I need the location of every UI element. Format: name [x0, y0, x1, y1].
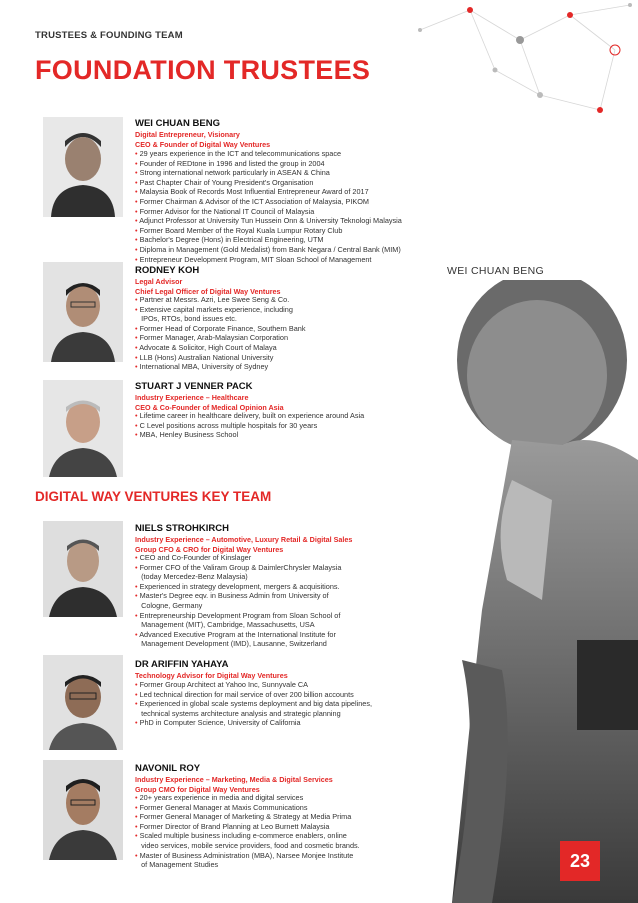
- bullet-text: Experienced in global scale systems deployment and big data pipelines,: [139, 699, 373, 709]
- bullet-dot: •: [135, 430, 140, 440]
- bullet-item: [135, 639, 341, 649]
- bullet-dot: •: [135, 699, 140, 709]
- bullet-item: [135, 362, 305, 372]
- bullet-item: [135, 630, 341, 640]
- bullet-text: Advocate & Solicitor, High Court of Malaya: [139, 342, 277, 352]
- bullet-text: Led technical direction for mail service of over 200 billion accounts: [139, 689, 354, 699]
- bullet-text: Former Head of Corporate Finance, Southern Bank: [139, 323, 306, 333]
- bullet-text: Diploma in Management (Gold Medalist) from Bank Negara / Central Bank (MIM): [139, 244, 401, 254]
- trustee-name: WEI CHUAN BENG: [135, 118, 220, 129]
- bullet-item: [135, 255, 402, 265]
- bullet-text: of Management Studies: [135, 860, 219, 870]
- bullet-item: [135, 690, 372, 700]
- bullet-dot: •: [135, 206, 140, 216]
- bullet-text: Entrepreneurship Development Program from Sloan School of: [139, 610, 341, 620]
- trustee-role: Industry Experience – Healthcare: [135, 393, 249, 402]
- team-role: Industry Experience – Marketing, Media & Digital Services: [135, 775, 333, 784]
- bullet-text: Former General Manager at Maxis Communications: [139, 802, 308, 812]
- team-bullets: [135, 793, 360, 870]
- trustee-photo: [43, 262, 123, 362]
- bullet-dot: •: [135, 158, 140, 168]
- trustee-bullets: [135, 149, 402, 264]
- bullet-item: [135, 620, 341, 630]
- bullet-item: [135, 216, 402, 226]
- bullet-item: [135, 187, 402, 197]
- bullet-item: [135, 314, 305, 324]
- team-name: DR ARIFFIN YAHAYA: [135, 659, 229, 670]
- trustee-role: Legal Advisor: [135, 277, 183, 286]
- bullet-dot: •: [135, 295, 140, 304]
- bullet-item: [135, 353, 305, 363]
- bullet-item: [135, 159, 402, 169]
- bullet-item: [135, 709, 372, 719]
- trustee-bullets: [135, 295, 305, 372]
- bullet-dot: •: [135, 802, 140, 812]
- bullet-dot: •: [135, 168, 140, 178]
- bullet-item: [135, 841, 360, 851]
- bullet-text: LLB (Hons) Australian National University: [139, 352, 274, 362]
- team-role: Technology Advisor for Digital Way Ventures: [135, 671, 288, 680]
- bullet-text: Former Director of Brand Planning at Leo Burnett Malaysia: [139, 821, 330, 831]
- bullet-dot: •: [135, 177, 140, 187]
- bullet-dot: •: [135, 333, 140, 343]
- team-role: Group CMO for Digital Way Ventures: [135, 784, 260, 794]
- bullet-item: [135, 793, 360, 803]
- bullet-item: [135, 831, 360, 841]
- team-role: Group CFO & CRO for Digital Way Ventures: [135, 544, 284, 554]
- bullet-dot: •: [135, 850, 140, 860]
- bullet-dot: •: [135, 235, 140, 245]
- bullet-text: Past Chapter Chair of Young President's Organisation: [139, 177, 314, 187]
- trustee-role: CEO & Co-Founder of Medical Opinion Asia: [135, 402, 284, 412]
- bullet-text: 20+ years experience in media and digital services: [139, 793, 304, 802]
- bullet-item: [135, 822, 360, 832]
- bullet-text: Former Chairman & Advisor of the ICT Association of Malaysia, PIKOM: [139, 196, 369, 206]
- bullet-text: Former CFO of the Valiram Group & DaimlerChrysler Malaysia: [139, 562, 342, 572]
- feature-caption: WEI CHUAN BENG: [447, 265, 544, 277]
- bullet-text: Former Manager, Arab-Malaysian Corporation: [139, 333, 289, 343]
- network-graphic: [400, 0, 638, 140]
- bullet-text: Cologne, Germany: [135, 600, 203, 610]
- bullet-item: [135, 343, 305, 353]
- bullet-text: Malaysia Book of Records Most Influential Entrepreneur Award of 2017: [139, 187, 369, 197]
- bullet-text: Management (MIT), Cambridge, Massachusetts, USA: [135, 620, 315, 630]
- bullet-dot: •: [135, 831, 140, 841]
- bullet-item: [135, 699, 372, 709]
- bullet-text: Management Development (IMD), Lausanne, Switzerland: [135, 639, 327, 649]
- bullet-text: C Level positions across multiple hospitals for 30 years: [139, 420, 318, 430]
- bullet-text: Bachelor's Degree (Hons) in Electrical Engineering, UTM: [139, 235, 324, 245]
- bullet-dot: •: [135, 352, 140, 362]
- bullet-dot: •: [135, 680, 140, 689]
- bullet-dot: •: [135, 187, 140, 197]
- bullet-item: [135, 553, 341, 563]
- bullet-dot: •: [135, 254, 140, 264]
- bullet-text: Former Advisor for the National IT Council of Malaysia: [139, 206, 315, 216]
- team-name: NIELS STROHKIRCH: [135, 523, 229, 534]
- bullet-item: [135, 333, 305, 343]
- bullet-item: [135, 245, 402, 255]
- bullet-dot: •: [135, 216, 140, 226]
- team-photo: [43, 655, 123, 750]
- bullet-text: CEO and Co-Founder of Kinslager: [139, 553, 252, 562]
- bullet-text: International MBA, University of Sydney: [139, 362, 269, 372]
- bullet-text: Experienced in strategy development, mergers & acquisitions.: [139, 581, 340, 591]
- bullet-item: [135, 718, 372, 728]
- bullet-item: [135, 430, 364, 440]
- bullet-item: [135, 168, 402, 178]
- bullet-item: [135, 572, 341, 582]
- team-photo: [43, 521, 123, 617]
- trustee-name: RODNEY KOH: [135, 265, 200, 276]
- bullet-dot: •: [135, 553, 140, 562]
- bullet-dot: •: [135, 411, 140, 420]
- bullet-text: Former General Manager of Marketing & Strategy at Media Prima: [139, 812, 352, 822]
- key-team-title: DIGITAL WAY VENTURES KEY TEAM: [35, 489, 272, 504]
- trustee-bullets: [135, 411, 364, 440]
- bullet-dot: •: [135, 793, 140, 802]
- trustee-role: Chief Legal Officer of Digital Way Ventures: [135, 286, 281, 296]
- bullet-text: Advanced Executive Program at the International Institute for: [139, 629, 336, 639]
- bullet-text: video services, mobile service providers, food and cosmetic brands.: [135, 840, 360, 850]
- bullet-item: [135, 860, 360, 870]
- bullet-text: Master's Degree eqv. in Business Admin from University of: [139, 591, 329, 601]
- trustee-role: Digital Entrepreneur, Visionary: [135, 130, 240, 139]
- bullet-text: Former Group Architect at Yahoo Inc, Sunnyvale CA: [139, 680, 309, 689]
- bullet-text: Scaled multiple business including e-commerce enablers, online: [139, 831, 347, 841]
- bullet-item: [135, 582, 341, 592]
- bullet-text: Master of Business Administration (MBA), Narsee Monjee Institute: [139, 850, 354, 860]
- bullet-text: Extensive capital markets experience, including: [139, 304, 293, 314]
- bullet-dot: •: [135, 323, 140, 333]
- page-number: 23: [560, 841, 600, 881]
- bullet-item: [135, 197, 402, 207]
- trustee-photo: [43, 380, 123, 477]
- bullet-text: Lifetime career in healthcare delivery, built on experience around Asia: [139, 411, 365, 420]
- bullet-item: [135, 324, 305, 334]
- bullet-item: [135, 680, 372, 690]
- team-photo: [43, 760, 123, 860]
- bullet-item: [135, 601, 341, 611]
- bullet-item: [135, 178, 402, 188]
- bullet-item: [135, 235, 402, 245]
- bullet-item: [135, 295, 305, 305]
- bullet-dot: •: [135, 629, 140, 639]
- bullet-text: 29 years experience in the ICT and telecommunications space: [139, 149, 342, 158]
- bullet-item: [135, 591, 341, 601]
- bullet-dot: •: [135, 244, 140, 254]
- bullet-dot: •: [135, 362, 140, 372]
- bullet-item: [135, 421, 364, 431]
- section-label: TRUSTEES & FOUNDING TEAM: [35, 30, 183, 41]
- trustee-role: CEO & Founder of Digital Way Ventures: [135, 139, 271, 149]
- bullet-dot: •: [135, 591, 140, 601]
- bullet-dot: •: [135, 196, 140, 206]
- bullet-item: [135, 851, 360, 861]
- bullet-dot: •: [135, 718, 140, 728]
- bullet-dot: •: [135, 812, 140, 822]
- bullet-item: [135, 207, 402, 217]
- bullet-dot: •: [135, 821, 140, 831]
- bullet-dot: •: [135, 342, 140, 352]
- bullet-dot: •: [135, 562, 140, 572]
- page-title: FOUNDATION TRUSTEES: [35, 55, 371, 85]
- bullet-dot: •: [135, 689, 140, 699]
- trustee-name: STUART J VENNER PACK: [135, 381, 253, 392]
- bullet-text: Adjunct Professor at University Tun Hussein Onn & University Teknologi Malaysia: [139, 216, 402, 226]
- bullet-text: PhD in Computer Science, University of California: [139, 718, 301, 728]
- feature-portrait: [392, 280, 638, 903]
- bullet-text: Partner at Messrs. Azri, Lee Swee Seng & Co.: [139, 295, 290, 304]
- team-bullets: [135, 553, 341, 649]
- bullet-dot: •: [135, 225, 140, 235]
- bullet-text: Former Board Member of the Royal Kuala Lumpur Rotary Club: [139, 225, 343, 235]
- bullet-dot: •: [135, 420, 140, 430]
- bullet-item: [135, 226, 402, 236]
- bullet-text: MBA, Henley Business School: [139, 430, 239, 440]
- bullet-item: [135, 812, 360, 822]
- bullet-text: Strong international network particularly in ASEAN & China: [139, 168, 330, 178]
- bullet-dot: •: [135, 581, 140, 591]
- team-name: NAVONIL ROY: [135, 763, 201, 774]
- bullet-dot: •: [135, 610, 140, 620]
- bullet-item: [135, 411, 364, 421]
- bullet-dot: •: [135, 149, 140, 158]
- bullet-item: [135, 611, 341, 621]
- team-bullets: [135, 680, 372, 728]
- bullet-text: (today Mercedez-Benz Malaysia): [135, 572, 248, 582]
- team-role: Industry Experience – Automotive, Luxury Retail & Digital Sales: [135, 535, 353, 544]
- bullet-text: technical systems architecture analysis and strategic planning: [135, 708, 341, 718]
- trustee-photo: [43, 117, 123, 217]
- bullet-item: [135, 149, 402, 159]
- bullet-text: IPOs, RTOs, bond issues etc.: [135, 314, 237, 324]
- bullet-text: Entrepreneur Development Program, MIT Sloan School of Management: [139, 254, 372, 264]
- bullet-item: [135, 563, 341, 573]
- bullet-item: [135, 305, 305, 315]
- bullet-text: Founder of REDtone in 1996 and listed the group in 2004: [139, 158, 325, 168]
- bullet-item: [135, 803, 360, 813]
- bullet-dot: •: [135, 304, 140, 314]
